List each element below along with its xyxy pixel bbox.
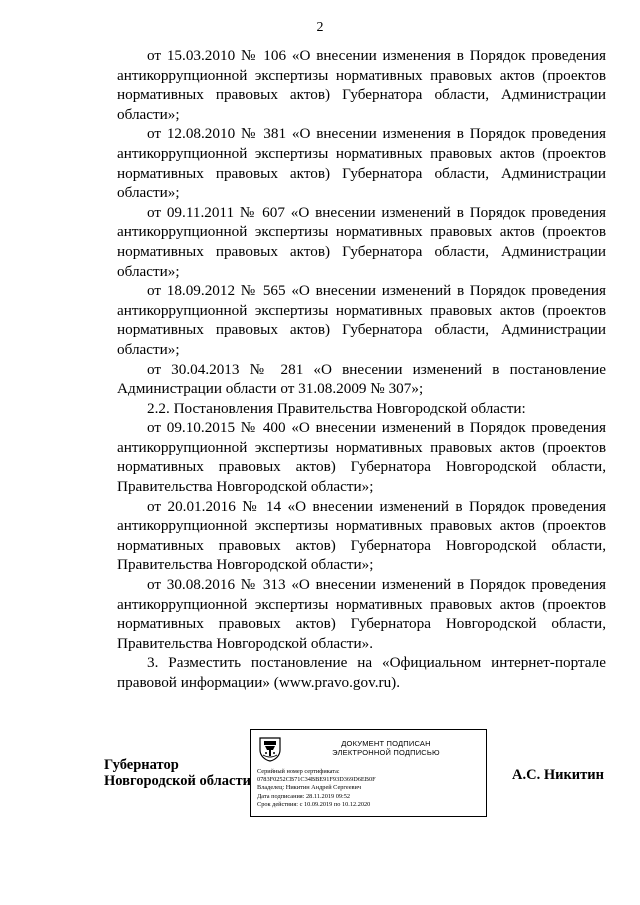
stamp-title	[291, 739, 481, 757]
stamp-owner: Владелец: Никитин Андрей Сергеевич	[257, 784, 362, 792]
paragraph-section-3-publish: 3. Разместить постановление на «Официальном интернет-портале правовой информации» (www.pravo.gov.ru).	[117, 654, 606, 691]
stamp-title-line1: ДОКУМЕНТ ПОДПИСАН	[341, 739, 431, 748]
signatory-title	[104, 757, 251, 789]
paragraph-amendment-2012-565: от 18.09.2012 № 565 «О внесении изменений в Порядок проведения антикоррупционной экспертизы нормативных правовых актов (проектов нормативных правовых актов) Губернатора области, Администрации области»;	[117, 282, 606, 358]
stamp-validity-period: Срок действия: с 10.09.2019 по 10.12.2020	[257, 800, 371, 808]
stamp-serial-label: Серийный номер сертификата:	[257, 768, 340, 775]
signer-name: А.С. Никитин	[512, 767, 604, 783]
paragraph-amendment-2016-313: от 30.08.2016 № 313 «О внесении изменений в Порядок проведения антикоррупционной экспертизы нормативных правовых актов (проектов нормативных правовых актов) Губернатора Новгородской области, Правительства Новгородской области».	[117, 576, 606, 652]
stamp-title-line2: ЭЛЕКТРОННОЙ ПОДПИСЬЮ	[332, 748, 440, 757]
paragraph-amendment-2013-281: от 30.04.2013 № 281 «О внесении изменений в постановление Администрации области от 31.08.2009 № 307»;	[117, 360, 606, 398]
stamp-serial-number: 0783F0252CB71C34BBE91F93D369D6EB0F	[257, 776, 376, 784]
paragraph-amendment-2010-381: от 12.08.2010 № 381 «О внесении изменения в Порядок проведения антикоррупционной экспертизы нормативных правовых актов (проектов нормативных правовых актов) Губернатора области, Администрации области»;	[117, 125, 606, 202]
electronic-signature-stamp	[250, 729, 487, 817]
paragraph-section-2-2: 2.2. Постановления Правительства Новгородской области:	[147, 399, 526, 417]
paragraph-amendment-2010-106: от 15.03.2010 № 106 «О внесении изменения в Порядок проведения антикоррупционной экспертизы нормативных правовых актов (проектов нормативных правовых актов) Губернатора области, Администрации области»;	[117, 47, 606, 123]
document-body	[117, 46, 606, 693]
page-number: 2	[316, 20, 324, 35]
stamp-signing-date: Дата подписания: 28.11.2019 09:52	[257, 792, 351, 800]
signatory-title-line1: Губернатор	[104, 757, 179, 773]
paragraph-amendment-2011-607: от 09.11.2011 № 607 «О внесении изменений в Порядок проведения антикоррупционной экспертизы нормативных правовых актов (проектов нормативных правовых актов) Губернатора области, Администрации области»;	[117, 203, 606, 280]
paragraph-amendment-2016-14: от 20.01.2016 № 14 «О внесении изменений в Порядок проведения антикоррупционной экспертизы нормативных правовых актов (проектов нормативных правовых актов) Губернатора Новгородской области, Правительства Новгородской области»;	[117, 497, 606, 574]
signatory-title-line2: Новгородской области	[104, 773, 251, 789]
stamp-certificate-details	[257, 768, 483, 809]
coat-of-arms-icon	[257, 736, 283, 762]
paragraph-amendment-2015-400: от 09.10.2015 № 400 «О внесении изменений в Порядок проведения антикоррупционной экспертизы нормативных правовых актов (проектов нормативных правовых актов) Губернатора Новгородской области, Правительства Новгородской области»;	[117, 419, 606, 496]
